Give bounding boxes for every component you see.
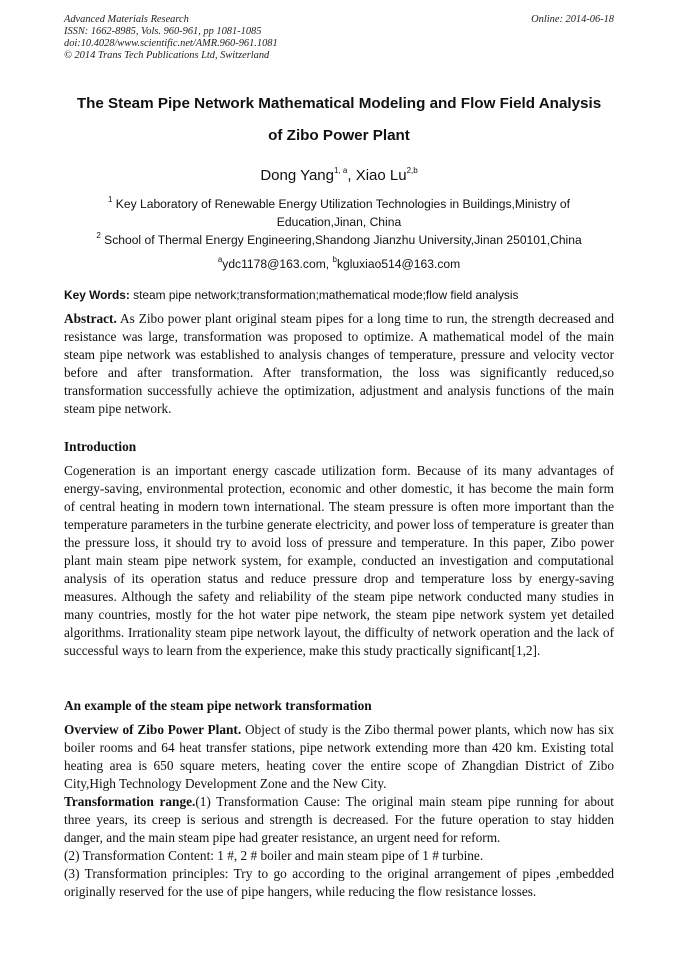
range-label: Transformation range. [64,794,196,809]
title-line-1: The Steam Pipe Network Mathematical Modeling and Flow Field Analysis [76,95,602,112]
copyright-line: © 2014 Trans Tech Publications Ltd, Switzerland [64,50,270,61]
abstract-label: Abstract. [64,311,117,326]
introduction-paragraph: Cogeneration is an important energy cascade utilization form. Because of its many advantages of energy-saving, environmental protection, economic and other domestic, it has become the main form of central heating in modern town international. The steam pressure is often more important than the temperature parameters in the turbine generate electricity, and power loss of temperature is greater than the pressure loss, it should try to avoid loss of pressure and temperature. In this paper, Zibo power plant main steam pipe network system, for example, conducted an investigation and computational analysis of its operation status and reduce pressure drop and temperature loss by energy-saving measures. Although the safety and reliability of the steam pipe network conducted many studies in many countries, mostly for the hot water pipe network, the steam pipe network system yet detailed algorithms. Irrationality steam pipe network layout, the difficulty of network operation and the lack of successful ways to learn from the experience, make this study practically significant[1,2]. [64,463,614,658]
abstract-text: As Zibo power plant original steam pipes for a long time to run, the strength decreased and resistance was large, transformation was proposed to optimize. A mathematical model of the main steam pipe network was established to analysis changes of temperature, pressure and velocity vector before and after transformation. After transformation, the loss was significantly reduced,so transformation successfully achieve the optimization, adjustment and analysis functions of the main steam pipe network. [64,311,614,416]
email-a-marker: a [217,254,223,264]
range-paragraph [64,793,614,847]
content-paragraph: (2) Transformation Content: 1 #, 2 # boiler and main steam pipe of 1 # turbine. [64,848,484,863]
doi-line[interactable]: doi:10.4028/www.scientific.net/AMR.960-961.1081 [64,38,278,49]
paper-title [30,88,648,152]
author-separator: , [347,167,356,184]
title-line-2: of Zibo Power Plant [268,127,410,144]
affiliation-1-text: Key Laboratory of Renewable Energy Utilization Technologies in Buildings,Ministry of Education,Jinan, China [112,197,571,229]
author-1-marker: 1, a [334,166,348,175]
overview-text: Object of study is the Zibo thermal power plants, which now has six boiler rooms and 64 heat transfer stations, pipe network extending more than 420 km. Existing total heating area is 650 square meters, heating cover the entire scope of Zhangdian District of Zibo City,High Technology Development Zone and the New City. [64,722,614,791]
affiliation-1 [70,195,608,231]
abstract [64,310,614,418]
affiliation-2-text: School of Thermal Energy Engineering,Shandong Jianzhu University,Jinan 250101,China [100,233,582,247]
overview-label: Overview of Zibo Power Plant. [64,722,242,737]
email-b-marker: b [332,254,337,264]
affiliation-2 [40,231,638,249]
email-b[interactable]: kgluxiao514@163.com [336,257,461,271]
example-body [64,721,614,901]
affiliation-1-marker: 1 [107,194,113,204]
introduction-body [64,462,614,660]
journal-header [64,14,614,62]
overview-paragraph [64,721,614,793]
affiliation-2-marker: 2 [96,230,101,240]
keywords-label: Key Words: [64,288,130,302]
author-emails [0,255,678,273]
email-a[interactable]: ydc1178@163.com, [222,257,333,271]
author-2-marker: 2,b [406,166,418,175]
author-list [0,166,678,186]
range-text: (1) Transformation Cause: The original main steam pipe running for about three years, its creep is serious and strength is decreased. For the future operation to stay hidden danger, and the main steam pipe had greater resistance, an urgent need for reform. [64,794,615,845]
keywords [64,286,614,304]
online-date: Online: 2014-06-18 [531,14,614,25]
keywords-text: steam pipe network;transformation;mathematical mode;flow field analysis [129,288,519,302]
journal-name: Advanced Materials Research [64,14,189,25]
example-heading: An example of the steam pipe network transformation [64,698,372,713]
introduction-heading: Introduction [64,439,137,454]
author-1: Dong Yang [260,167,334,184]
principles-paragraph: (3) Transformation principles: Try to go according to the original arrangement of pipes ,embedded originally reserved for the use of pipe hangers, while reducing the flow resistance losses. [64,866,614,899]
author-2: Xiao Lu [355,167,407,184]
issn-line: ISSN: 1662-8985, Vols. 960-961, pp 1081-1085 [64,26,262,37]
